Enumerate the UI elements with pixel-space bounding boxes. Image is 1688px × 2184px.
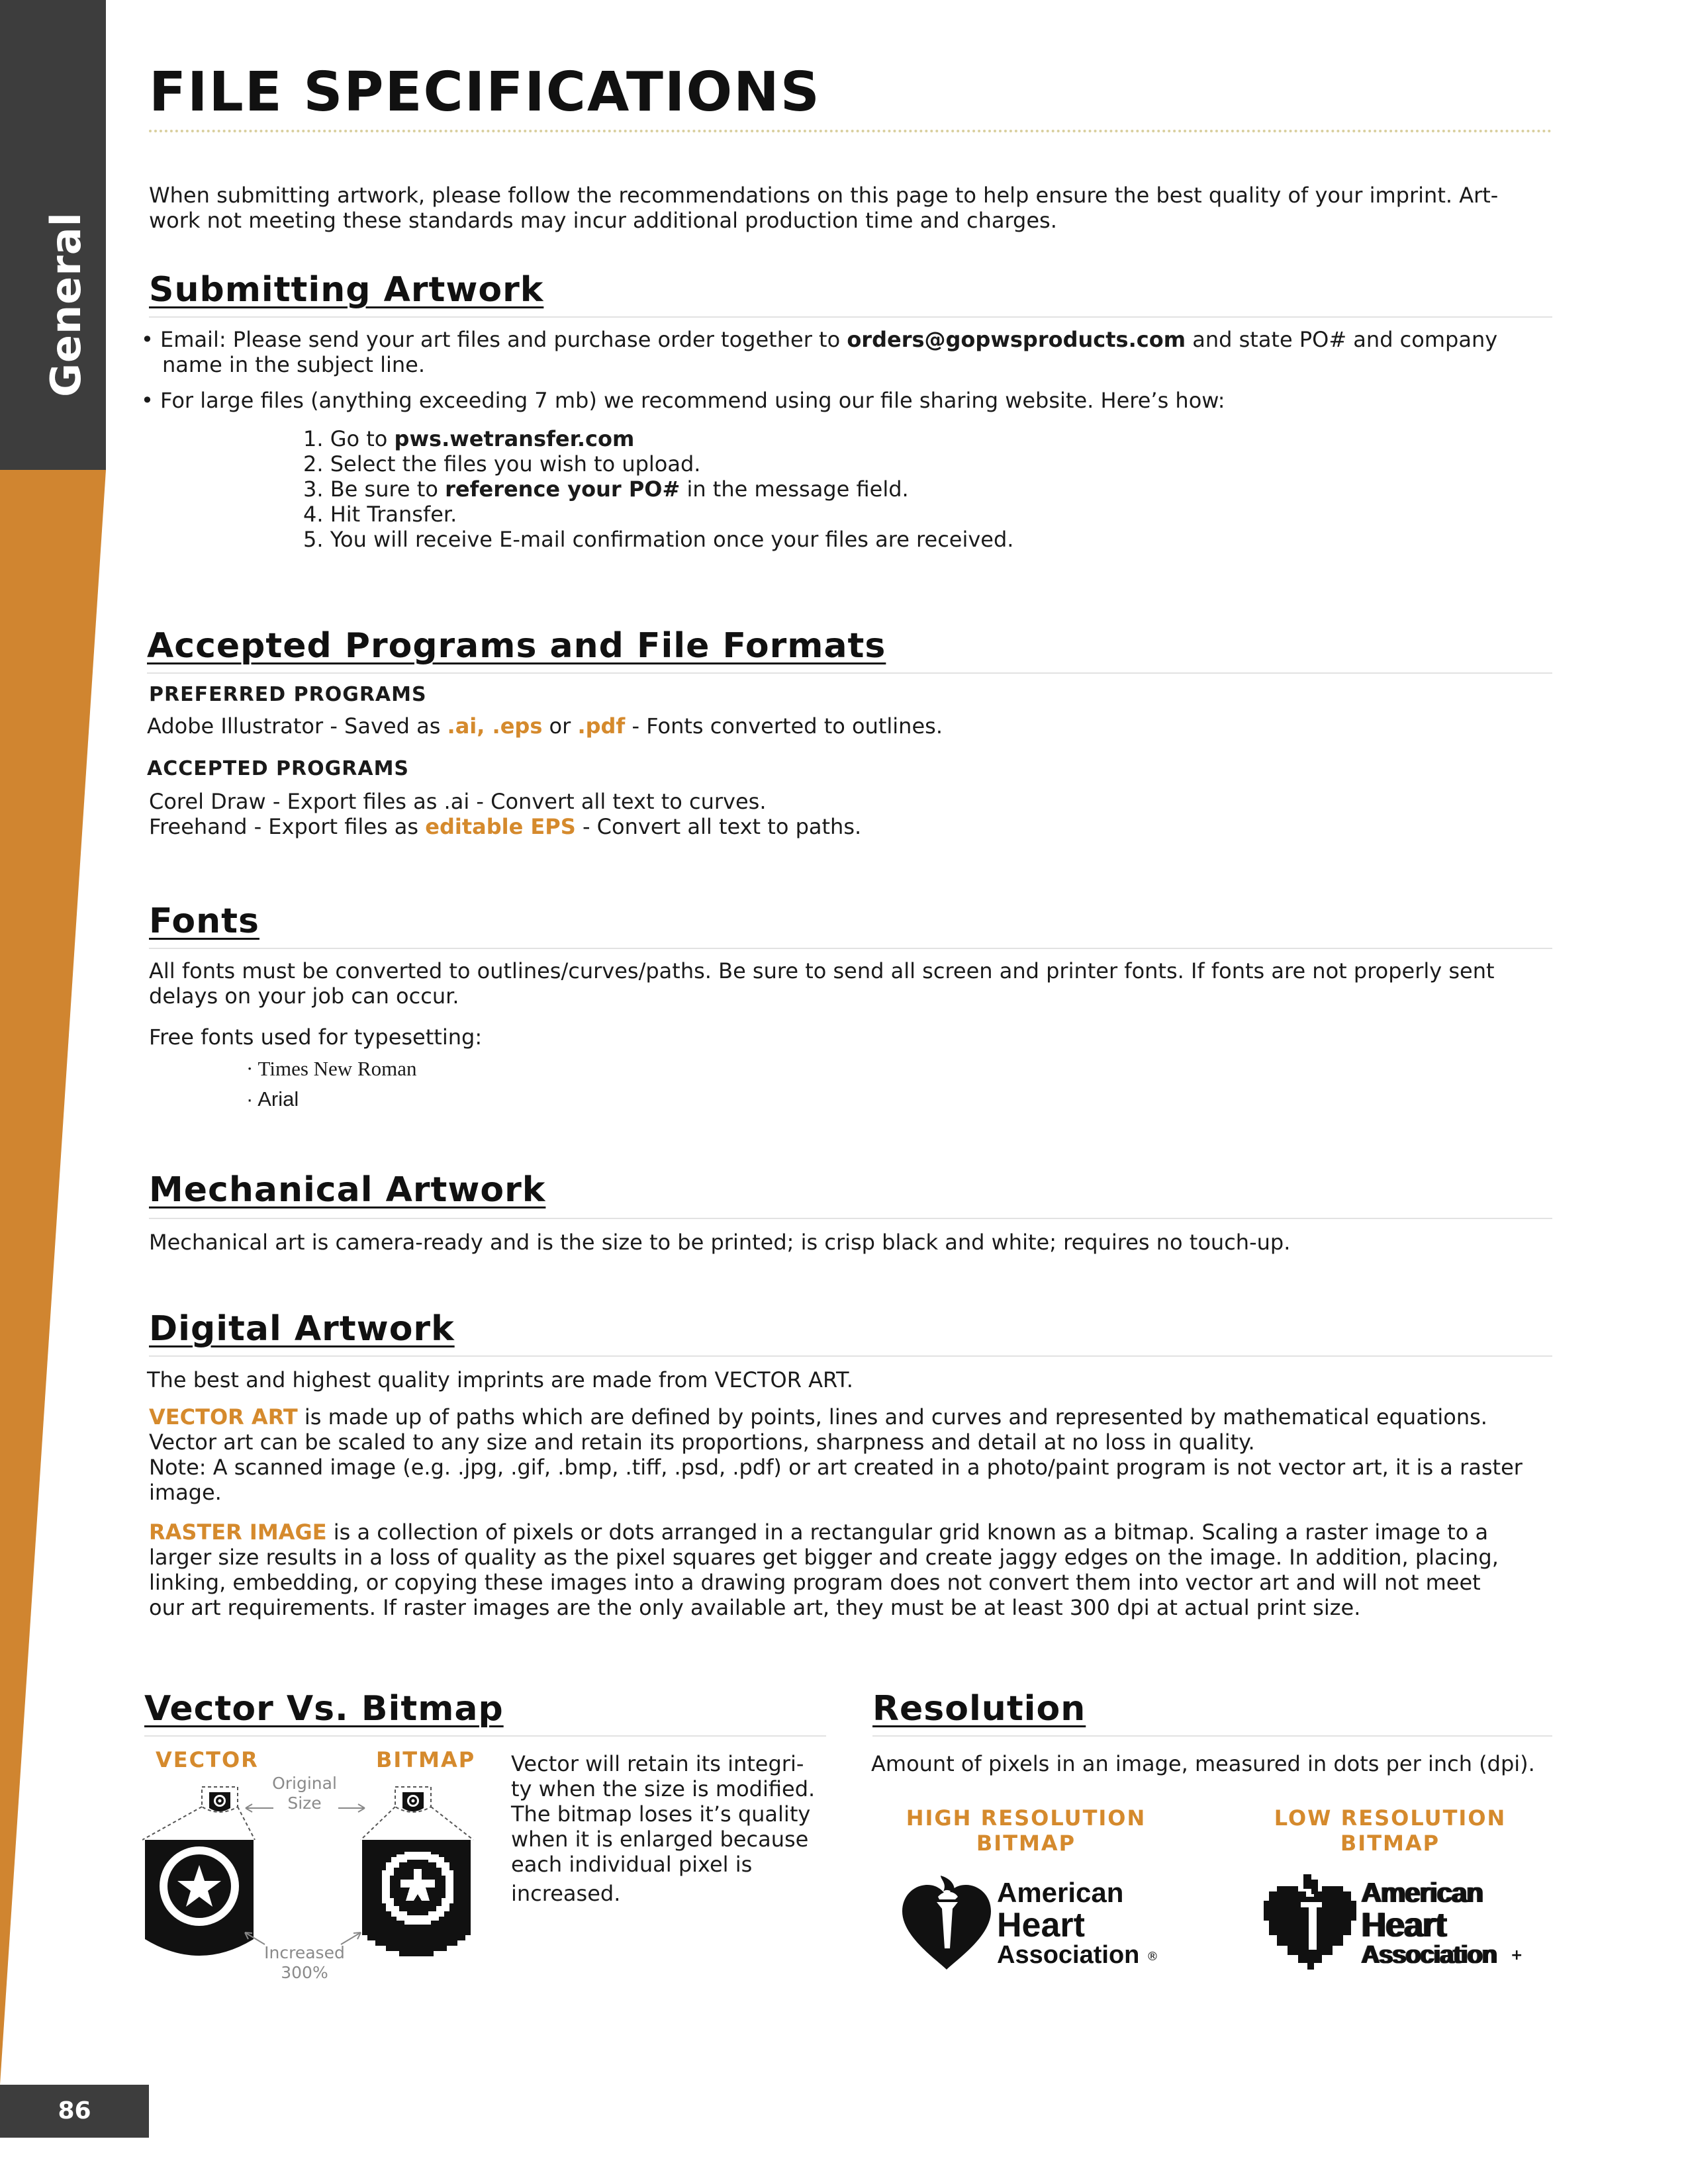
lowres-registered-mark-icon: + (1511, 1947, 1523, 1964)
increased-label-line-2: 300% (281, 1963, 328, 1982)
vector-bitmap-desc-4: when it is enlarged because (511, 1827, 809, 1852)
submitting-heading: Submitting Artwork (149, 270, 544, 310)
vector-bitmap-desc-6: increased. (511, 1881, 621, 1906)
vector-bitmap-desc-5: each individual pixel is (511, 1852, 753, 1877)
corel-draw-text: Corel Draw - Export files as .ai - Convert all text to curves. (149, 789, 767, 814)
fonts-heading: Fonts (149, 901, 259, 941)
mechanical-text: Mechanical art is camera-ready and is the size to be printed; is crisp black and white; requires no touch-up. (149, 1230, 1291, 1255)
fonts-divider (149, 948, 1552, 949)
fonts-line-1: All fonts must be converted to outlines/curves/paths. Be sure to send all screen and printer fonts. If fonts are not properly sent (149, 958, 1495, 983)
vector-art-line-1: VECTOR ART is made up of paths which are defined by points, lines and curves and represented by mathematical equations. (149, 1404, 1487, 1430)
freehand-text: Freehand - Export files as editable EPS - Convert all text to paths. (149, 814, 862, 839)
vector-art-line-3: Note: A scanned image (e.g. .jpg, .gif, .bmp, .tiff, .psd, .pdf) or art created in a photo/paint program is not vector art, it is a raster (149, 1455, 1523, 1480)
high-res-label-line-1: HIGH RESOLUTION (906, 1805, 1147, 1831)
digital-divider (149, 1355, 1552, 1357)
intro-line-1: When submitting artwork, please follow the recommendations on this page to help ensure the best quality of your imprint. Art- (149, 183, 1499, 208)
programs-divider (147, 672, 1552, 674)
orders-email-link[interactable]: orders@gopwsproducts.com (847, 327, 1186, 352)
bitmap-label: BITMAP (376, 1747, 476, 1772)
submitting-bullet-large-files: • For large files (anything exceeding 7 mb) we recommend using our file sharing website. Here’s how: (141, 388, 1225, 413)
aha-logo-text-2: Heart (997, 1906, 1085, 1944)
digital-intro: The best and highest quality imprints are made from VECTOR ART. (147, 1367, 853, 1392)
original-size-label-line-1: Original (272, 1774, 337, 1793)
small-bitmap-shield-icon (395, 1787, 431, 1812)
low-res-label-line-1: LOW RESOLUTION (1274, 1805, 1507, 1831)
mechanical-divider (149, 1218, 1552, 1219)
page-title: FILE SPECIFICATIONS (149, 61, 821, 124)
high-res-label-line-2: BITMAP (976, 1831, 1076, 1856)
resolution-divider (872, 1735, 1552, 1737)
raster-image-line-3: linking, embedding, or copying these images into a drawing program does not convert them into vector art and will not meet (149, 1570, 1481, 1595)
submitting-divider (149, 316, 1552, 318)
digital-heading: Digital Artwork (149, 1309, 455, 1349)
increased-label-line-1: Increased (264, 1943, 345, 1962)
large-bitmap-shield-icon (362, 1840, 471, 1956)
step-5: 5. You will receive E-mail confirmation once your files are received. (303, 527, 1014, 552)
page-number: 86 (0, 2085, 149, 2138)
title-divider (149, 130, 1552, 132)
accepted-programs-label: ACCEPTED PROGRAMS (147, 757, 410, 780)
submitting-bullet-email: • Email: Please send your art files and purchase order together to orders@gopwsproducts.com and state PO# and company (141, 327, 1498, 352)
intro-line-2: work not meeting these standards may incur additional production time and charges. (149, 208, 1057, 233)
registered-mark-icon: ® (1147, 1950, 1158, 1964)
vector-bitmap-divider (144, 1735, 826, 1737)
aha-logo-lowres-text-3: Association (1361, 1941, 1497, 1969)
vector-bitmap-heading: Vector Vs. Bitmap (144, 1689, 504, 1729)
submitting-bullet-email-line-2: name in the subject line. (162, 352, 426, 377)
vector-bitmap-desc-2: ty when the size is modified. (511, 1776, 816, 1801)
aha-logo-text-3: Association (997, 1941, 1140, 1969)
programs-heading: Accepted Programs and File Formats (147, 626, 886, 666)
step-1: 1. Go to pws.wetransfer.com (303, 426, 635, 451)
low-res-label-line-2: BITMAP (1340, 1831, 1440, 1856)
sidebar-label: General Info (42, 212, 150, 397)
vector-bitmap-desc-3: The bitmap loses it’s quality (511, 1801, 811, 1827)
heart-torch-logo-icon (897, 1870, 996, 1976)
mechanical-heading: Mechanical Artwork (149, 1170, 546, 1210)
aha-logo-lowres-text-2: Heart (1361, 1906, 1446, 1944)
font-times-new-roman: · Times New Roman (246, 1057, 417, 1080)
fonts-line-2: delays on your job can occur. (149, 983, 459, 1009)
vector-art-line-4: image. (149, 1480, 222, 1505)
preferred-programs-label: PREFERRED PROGRAMS (149, 683, 427, 706)
small-vector-shield-icon (202, 1787, 238, 1812)
free-fonts-label: Free fonts used for typesetting: (149, 1024, 483, 1050)
wetransfer-link[interactable]: pws.wetransfer.com (394, 426, 635, 451)
raster-image-line-4: our art requirements. If raster images are the only available art, they must be at least 300 dpi at actual print size. (149, 1595, 1361, 1620)
step-3: 3. Be sure to reference your PO# in the message field. (303, 477, 909, 502)
aha-logo-lowres-text-1: American (1361, 1877, 1483, 1908)
raster-image-line-1: RASTER IMAGE is a collection of pixels or dots arranged in a rectangular grid known as a bitmap. Scaling a raster image to a (149, 1520, 1489, 1545)
vector-bitmap-desc-1: Vector will retain its integri- (511, 1751, 804, 1776)
preferred-programs-text: Adobe Illustrator - Saved as .ai, .eps or .pdf - Fonts converted to outlines. (147, 713, 943, 739)
vector-label: VECTOR (156, 1747, 259, 1772)
step-4: 4. Hit Transfer. (303, 502, 457, 527)
step-2: 2. Select the files you wish to upload. (303, 451, 701, 477)
raster-image-line-2: larger size results in a loss of quality as the pixel squares get bigger and create jaggy edges on the image. In addition, placing, (149, 1545, 1499, 1570)
vector-art-line-2: Vector art can be scaled to any size and retain its proportions, sharpness and detail at no loss in quality. (149, 1430, 1255, 1455)
large-vector-shield-icon (145, 1840, 254, 1956)
aha-logo-text-1: American (997, 1877, 1124, 1908)
original-size-label-line-2: Size (287, 1794, 322, 1813)
font-arial: · Arial (246, 1087, 299, 1111)
resolution-heading: Resolution (872, 1689, 1086, 1729)
resolution-desc: Amount of pixels in an image, measured in dots per inch (dpi). (871, 1751, 1535, 1776)
heart-torch-logo-lowres-icon (1261, 1870, 1360, 1976)
